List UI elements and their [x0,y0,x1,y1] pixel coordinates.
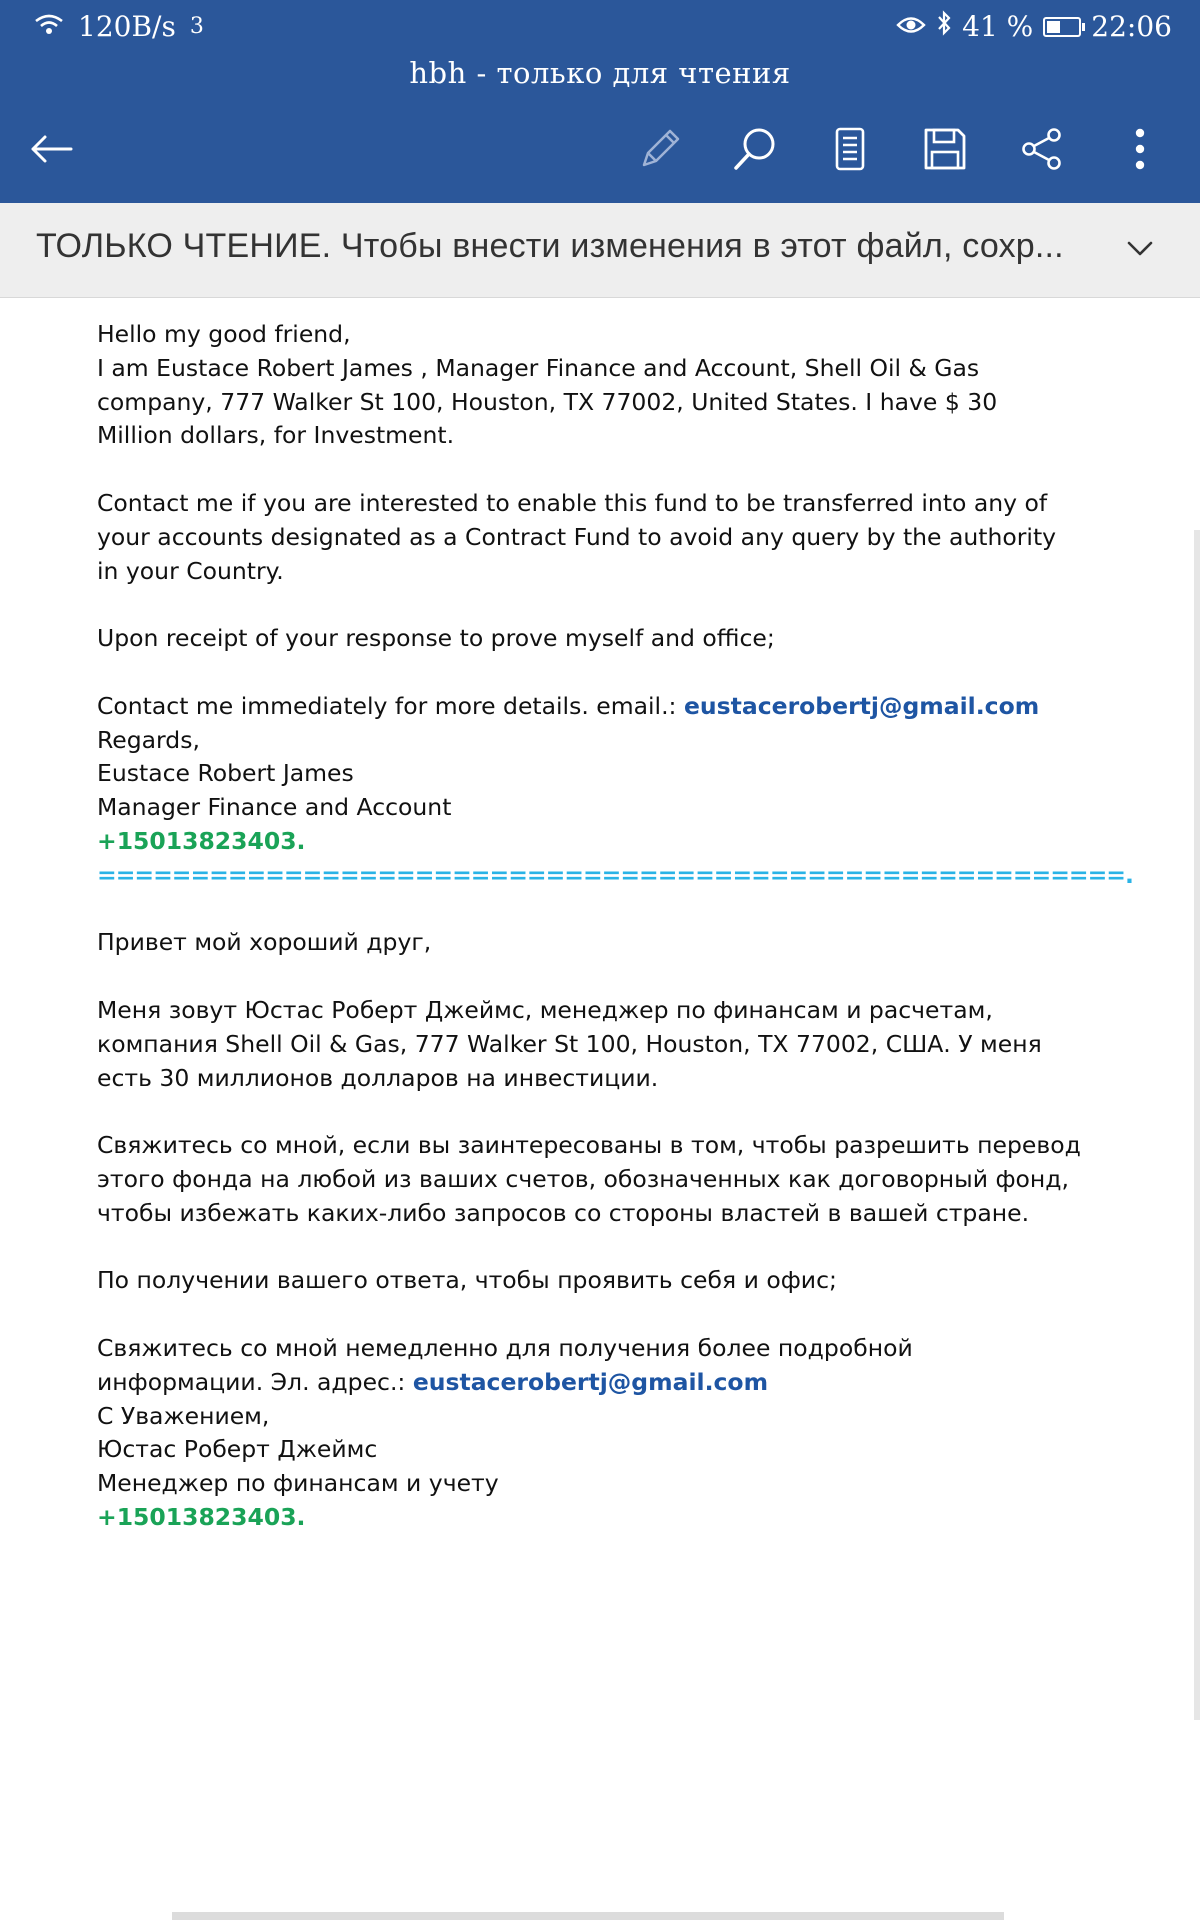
ru-regards: С Уважением, [97,1401,270,1430]
chevron-down-icon [1126,240,1154,263]
save-button[interactable] [910,112,980,190]
en-contact-line: your accounts designated as a Contract Fund to avoid any query by the authority [97,522,1057,551]
en-contact-line: Contact me if you are interested to enable this fund to be transferred into any of [97,488,1048,517]
en-regards: Regards, [97,725,200,754]
ru-paragraph-contact [97,1129,1081,1230]
vertical-scrollbar[interactable] [1194,530,1200,1720]
share-button[interactable] [1007,112,1077,190]
save-icon [922,126,968,177]
en-sender-name: Eustace Robert James [97,759,354,788]
ru-receipt-line: По получении вашего ответа, чтобы проявить себя и офис; [97,1266,837,1295]
document-title: hbh - только для чтения [409,56,791,90]
en-intro-line: I am Eustace Robert James , Manager Finance and Account, Shell Oil & Gas [97,353,980,382]
reading-view-button[interactable] [815,112,885,190]
share-icon [1020,127,1064,176]
ru-details-line: Свяжитесь со мной немедленно для получения более подробной [97,1333,913,1362]
ru-greeting: Привет мой хороший друг, [97,928,432,957]
pencil-icon [638,127,682,176]
more-options-button[interactable] [1105,112,1175,190]
clock: 22:06 [1091,10,1172,43]
en-intro-line: Million dollars, for Investment. [97,421,455,450]
en-sender-position: Manager Finance and Account [97,793,452,822]
ru-intro-line: есть 30 миллионов долларов на инвестиции. [97,1063,659,1092]
en-paragraph-intro [97,318,1057,453]
ru-details-line [97,1366,1057,1400]
en-intro-line: company, 777 Walker St 100, Houston, TX 77002, United States. I have $ 30 [97,387,998,416]
en-receipt-line: Upon receipt of your response to prove myself and office; [97,624,775,653]
read-only-banner[interactable] [0,203,1200,298]
signal-count: 3 [189,14,204,39]
en-phone-number[interactable]: +15013823403. [97,826,306,855]
ru-paragraph-intro [97,994,1057,1095]
ru-details-text: информации. Эл. адрес.: [97,1367,413,1396]
app-header [0,0,1200,203]
status-bar [0,0,1200,58]
en-details-text: Contact me immediately for more details. email.: [97,691,684,720]
battery-percent: 41 % [962,10,1034,43]
ru-intro-line: Меня зовут Юстас Роберт Джеймс, менеджер по финансам и расчетам, [97,995,993,1024]
en-paragraph-receipt [97,622,1057,656]
en-contact-line: in your Country. [97,556,284,585]
separator-line: =======================================================. [97,860,1133,889]
reading-view-icon [833,126,867,177]
expand-banner-button[interactable] [1110,223,1170,279]
ru-phone-number[interactable]: +15013823403. [97,1502,306,1531]
ru-contact-line: чтобы избежать каких-либо запросов со стороны властей в вашей стране. [97,1198,1030,1227]
bluetooth-icon [936,10,952,43]
back-arrow-icon [29,133,73,170]
ru-paragraph-receipt [97,1264,1057,1298]
back-button[interactable] [16,112,86,190]
toolbar [0,112,1200,190]
document-body[interactable] [97,318,1133,1568]
en-email-link[interactable]: eustacerobertj@gmail.com [683,691,1040,720]
ru-email-link[interactable]: eustacerobertj@gmail.com [412,1367,769,1396]
eye-comfort-icon [896,10,926,43]
more-options-icon [1133,127,1147,176]
wifi-icon [34,10,64,43]
search-button[interactable] [720,112,790,190]
ru-sender-name: Юстас Роберт Джеймс [97,1435,378,1464]
ru-contact-line: этого фонда на любой из ваших счетов, обозначенных как договорный фонд, [97,1164,1070,1193]
en-paragraph-signature [97,690,1133,893]
ru-sender-position: Менеджер по финансам и учету [97,1469,499,1498]
en-paragraph-contact [97,487,1057,588]
en-greeting: Hello my good friend, [97,320,351,348]
en-details-line [97,690,1057,724]
ru-paragraph-greeting [97,926,1057,960]
search-icon [732,126,778,177]
network-speed: 120B/s [78,10,176,43]
horizontal-scrollbar[interactable] [172,1912,1004,1920]
battery-icon [1043,17,1081,37]
ru-contact-line: Свяжитесь со мной, если вы заинтересованы в том, чтобы разрешить перевод [97,1131,1081,1160]
battery-fill [1047,21,1059,33]
ru-paragraph-signature [97,1332,1057,1535]
read-only-message: ТОЛЬКО ЧТЕНИЕ. Чтобы внести изменения в этот файл, сохр... [36,227,1064,265]
edit-button[interactable] [625,112,695,190]
ru-intro-line: компания Shell Oil & Gas, 777 Walker St 100, Houston, TX 77002, США. У меня [97,1029,1042,1058]
